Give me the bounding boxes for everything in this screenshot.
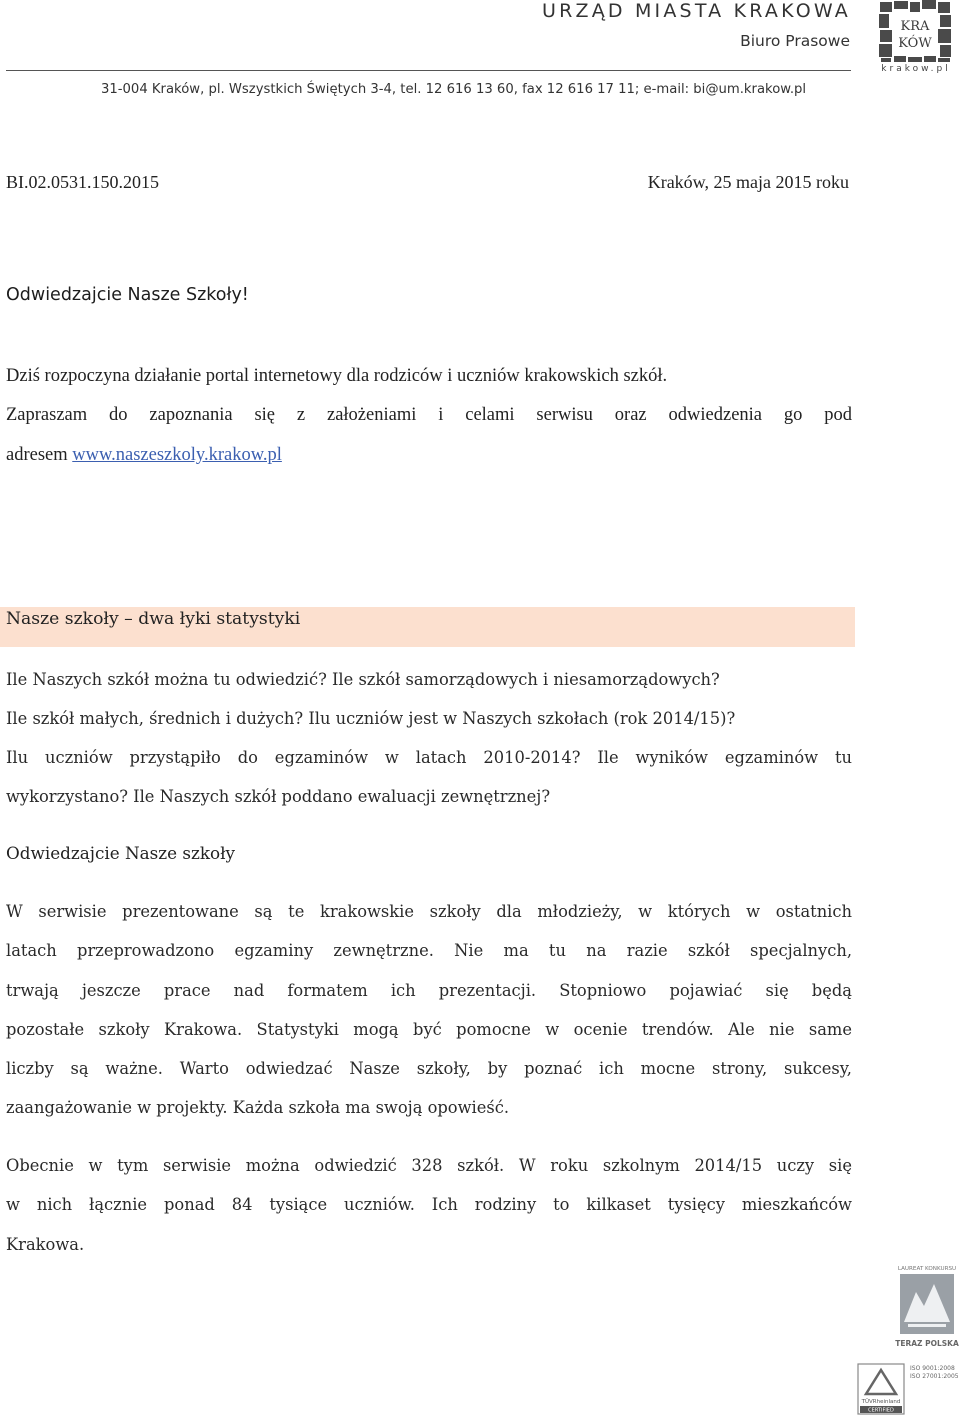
paragraph-line: zaangażowanie w projekty. Każda szkoła ma swoją opowieść. [6,1098,510,1117]
office-subtitle: Biuro Prasowe [740,32,850,50]
intro-line: Dziś rozpoczyna działanie portal internetowy dla rodziców i uczniów krakowskich szkół. [6,366,668,386]
paragraph-line: trwają jeszcze prace nad formatem ich prezentacji. Stopniowo pojawiać się będą [6,981,852,1000]
question-line: Ile szkół małych, średnich i dużych? Ilu uczniów jest w Naszych szkołach (rok 2014/15)? [6,709,736,728]
teraz-polska-badge [894,1262,960,1352]
question-line: wykorzystano? Ile Naszych szkół poddano ewaluacji zewnętrznej? [6,787,551,806]
intro-line: Zapraszam do zapoznania się z założeniami i celami serwisu oraz odwiedzenia go pod [6,405,852,425]
contact-line: 31-004 Kraków, pl. Wszystkich Świętych 3-4, tel. 12 616 13 60, fax 12 616 17 11; e-mail: bi@um.krakow.pl [101,82,807,97]
portal-link[interactable]: www.naszeszkoly.krakow.pl [72,445,282,465]
document-title: Odwiedzajcie Nasze Szkoły! [6,285,249,305]
intro-line-prefix: adresem [6,445,73,465]
cert-brand-text: TÜVRheinland [861,1399,901,1405]
document-date: Kraków, 25 maja 2015 roku [647,172,849,192]
paragraph-line: Krakowa. [6,1235,85,1254]
question-line: Ilu uczniów przystąpiło do egzaminów w latach 2010-2014? Ile wyników egzaminów tu [6,748,852,767]
paragraph-line: latach przeprowadzono egzaminy zewnętrzne. Nie ma tu na razie szkół specjalnych, [6,941,852,960]
paragraph-line: w nich łącznie ponad 84 tysiące uczniów. Ich rodziny to kilkaset tysięcy mieszkańców [6,1195,852,1214]
iso-27001-text: ISO 27001:2005 [910,1373,959,1380]
document-reference: BI.02.0531.150.2015 [6,172,159,192]
question-line: Ile Naszych szkół można tu odwiedzić? Ile szkół samorządowych i niesamorządowych? [6,670,720,689]
logo-url: krakow.pl [881,64,951,74]
paragraph-line: liczby są ważne. Warto odwiedzać Nasze szkoły, by poznać ich mocne strony, sukcesy, [6,1059,852,1078]
intro-line [6,445,852,466]
cert-label-text: CERTIFIED [868,1407,894,1414]
iso-9001-text: ISO 9001:2008 [910,1365,955,1372]
subheading: Odwiedzajcie Nasze szkoły [6,843,236,863]
laureate-bottom-text: TERAZ POLSKA [895,1339,959,1348]
laureate-top-text: LAUREAT KONKURSU [897,1266,957,1272]
header-divider [6,70,851,71]
tuv-certified-badge [856,1362,960,1416]
paragraph-line: W serwisie prezentowane są te krakowskie szkoły dla młodzieży, w których w ostatnich [6,902,852,921]
paragraph-line: pozostałe szkoły Krakowa. Statystyki mogą być pomocne w ocenie trendów. Ale nie same [6,1020,852,1039]
logo-text-top: KRA [900,19,930,34]
section-heading: Nasze szkoły – dwa łyki statystyki [6,609,301,629]
logo-text-bottom: KÓW [898,36,932,51]
office-title: URZĄD MIASTA KRAKOWA [541,0,851,22]
paragraph-line: Obecnie w tym serwisie można odwiedzić 328 szkół. W roku szkolnym 2014/15 uczy się [6,1156,852,1175]
